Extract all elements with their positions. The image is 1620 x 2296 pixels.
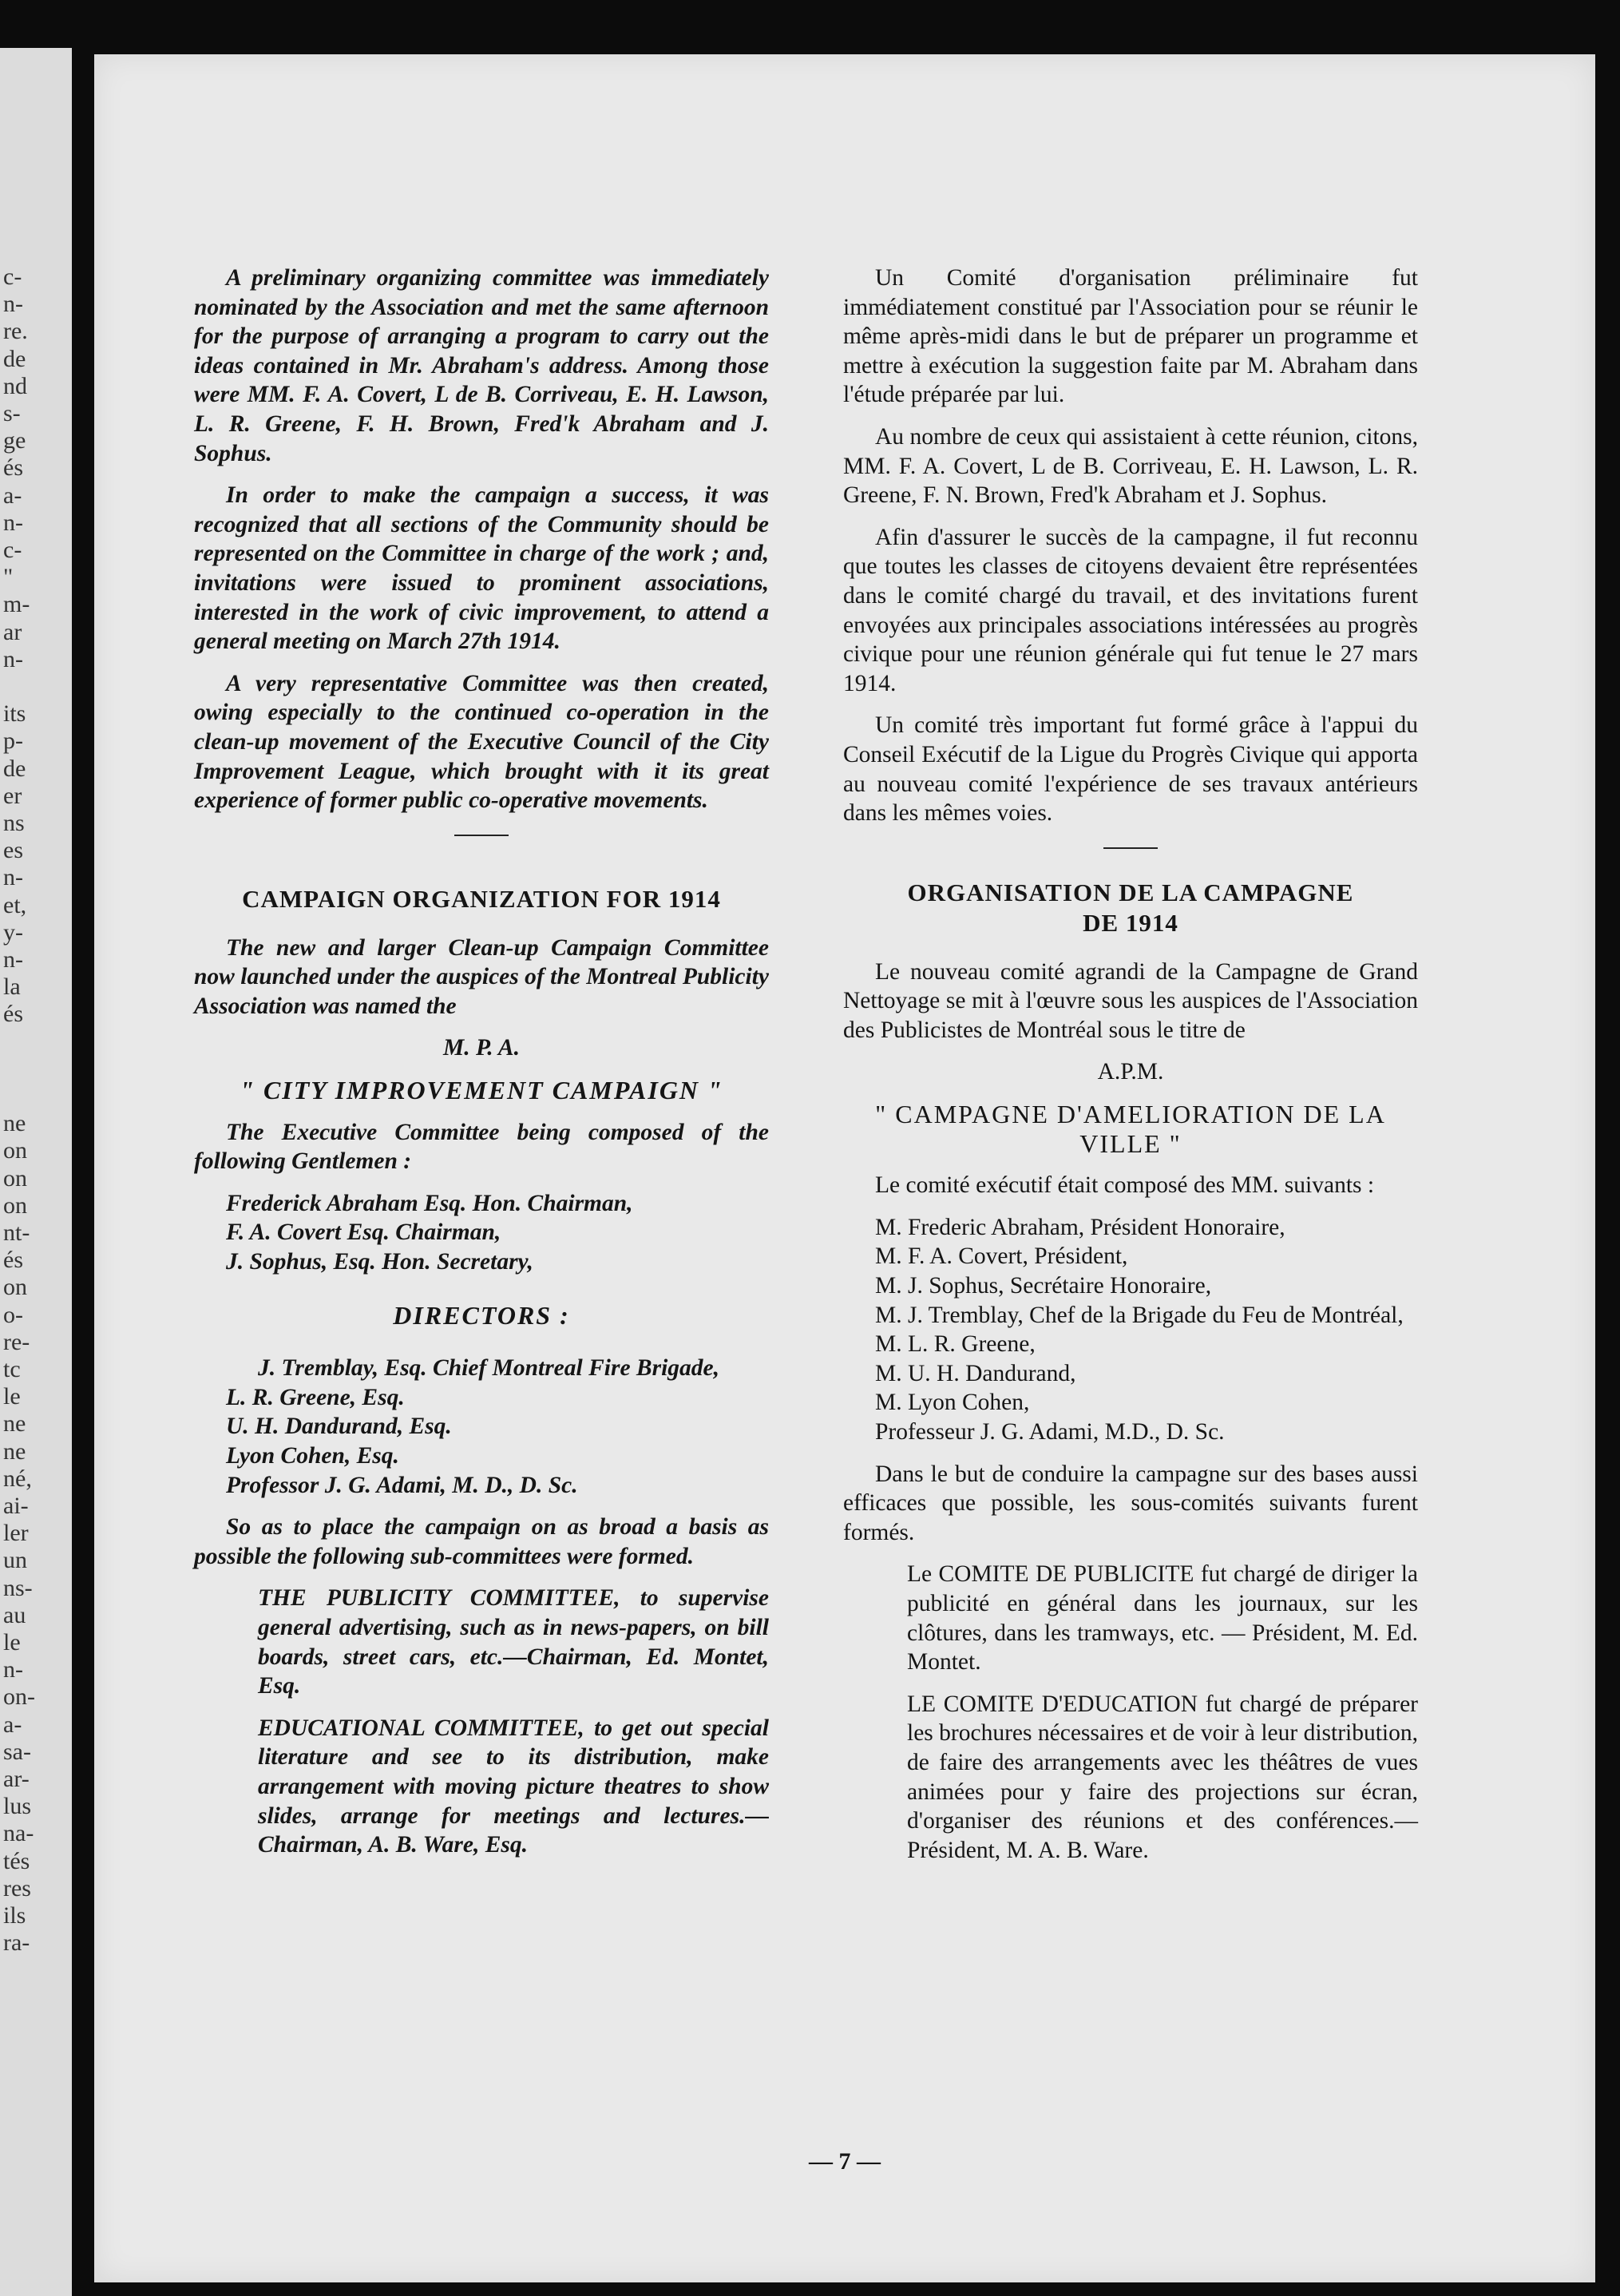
previous-page-edge bbox=[0, 48, 72, 2296]
previous-page-fragment: sa- bbox=[3, 1738, 31, 1765]
english-column bbox=[194, 264, 769, 1873]
previous-page-fragment: n- bbox=[3, 946, 23, 973]
director: U. H. Dandurand, Esq. bbox=[226, 1414, 452, 1440]
previous-page-fragment: n- bbox=[3, 1656, 23, 1683]
french-member: M. J. Sophus, Secrétaire Honoraire, bbox=[875, 1273, 1212, 1299]
french-heading-line-2: DE 1914 bbox=[1083, 908, 1178, 937]
previous-page-fragment: la bbox=[3, 974, 21, 1001]
english-paragraph-3: A very representative Committee was then created, owing especially to the continued co-operation in the clean-up movement of the Executive Council of the City Improvement League, which brought with it its great experience of former public co-operative movements. bbox=[194, 670, 769, 814]
previous-page-fragment: on bbox=[3, 1137, 27, 1164]
english-paragraph-5: The Executive Committee being composed of the following Gentlemen : bbox=[194, 1119, 769, 1175]
french-paragraph-5: Le nouveau comité agrandi de la Campagne de Grand Nettoyage se mit à l'œuvre sous les auspices de l'Association des Publicistes de Montréal sous le titre de bbox=[843, 958, 1418, 1043]
french-paragraph-6: Le comité exécutif était composé des MM. suivants : bbox=[875, 1172, 1375, 1199]
previous-page-fragment: na- bbox=[3, 1820, 34, 1847]
previous-page-fragment: ils bbox=[3, 1902, 26, 1929]
section-divider bbox=[454, 835, 509, 836]
previous-page-fragment: ns bbox=[3, 810, 25, 836]
french-member: M. L. R. Greene, bbox=[875, 1331, 1036, 1358]
previous-page-fragment: tc bbox=[3, 1356, 21, 1382]
previous-page-fragment: ar- bbox=[3, 1766, 30, 1792]
french-section-heading bbox=[843, 878, 1418, 938]
executive-committee-list bbox=[194, 1189, 769, 1277]
previous-page-fragment: le bbox=[3, 1383, 21, 1410]
previous-page-fragment: on bbox=[3, 1164, 27, 1192]
french-member: M. F. A. Covert, Président, bbox=[875, 1243, 1128, 1270]
french-publicity-committee: Le COMITE DE PUBLICITE fut chargé de diriger la publicité en général dans les journaux, sur les clôtures, dans les tramways, etc. — Président, M. Ed. Montet. bbox=[907, 1561, 1418, 1675]
previous-page-fragment: ra- bbox=[3, 1929, 30, 1957]
english-campaign-name: " CITY IMPROVEMENT CAMPAIGN " bbox=[240, 1076, 723, 1105]
french-campaign-name: " CAMPAGNE D'AMELIORATION DE LA VILLE " bbox=[875, 1100, 1386, 1158]
previous-page-fragment: er bbox=[3, 782, 22, 809]
previous-page-fragment: n- bbox=[3, 291, 23, 318]
previous-page-fragment: n- bbox=[3, 509, 23, 536]
french-heading-line-1: ORGANISATION DE LA CAMPAGNE bbox=[907, 878, 1354, 906]
previous-page-fragment: de bbox=[3, 345, 26, 372]
previous-page-fragment: ai- bbox=[3, 1493, 29, 1519]
previous-page-fragment: nd bbox=[3, 372, 27, 399]
previous-page-fragment: ne bbox=[3, 1110, 26, 1137]
english-educational-committee: EDUCATIONAL COMMITTEE, to get out special literature and see to its distribution, make arrangement with moving picture theatres to show slides, arrange for meetings and lectures.—Chairman, A. B. Ware, Esq. bbox=[258, 1715, 769, 1858]
previous-page-fragment: es bbox=[3, 837, 23, 864]
executive-member: F. A. Covert Esq. Chairman, bbox=[226, 1219, 501, 1246]
previous-page-fragment: és bbox=[3, 1001, 23, 1028]
previous-page-fragment: y- bbox=[3, 918, 23, 946]
previous-page-fragment: ns- bbox=[3, 1574, 33, 1601]
directors-title: DIRECTORS : bbox=[393, 1300, 570, 1330]
director: Professor J. G. Adami, M. D., D. Sc. bbox=[226, 1472, 578, 1498]
directors-list bbox=[194, 1354, 769, 1500]
previous-page-fragment: de bbox=[3, 755, 26, 782]
previous-page-fragment: au bbox=[3, 1601, 26, 1628]
english-paragraph-2: In order to make the campaign a success, it was recognized that all sections of the Community should be represented on the Committee in charge of the work ; and, invitations were issued to prominent associations, interested in the work of civic improvement, to attend a general meeting on March 27th 1914. bbox=[194, 482, 769, 655]
english-paragraph-6: So as to place the campaign on as broad a basis as possible the following sub-committees were formed. bbox=[194, 1514, 769, 1569]
french-member: Professeur J. G. Adami, M.D., D. Sc. bbox=[875, 1419, 1225, 1445]
previous-page-fragment: re. bbox=[3, 318, 28, 345]
previous-page-fragment: un bbox=[3, 1547, 27, 1574]
director: Lyon Cohen, Esq. bbox=[226, 1443, 399, 1469]
previous-page-fragment: re- bbox=[3, 1328, 30, 1355]
french-column bbox=[843, 264, 1418, 1878]
previous-page-fragment: p- bbox=[3, 728, 23, 755]
previous-page-fragment: n- bbox=[3, 864, 23, 891]
previous-page-fragment: ne bbox=[3, 1437, 26, 1465]
page-number: — 7 — bbox=[809, 2148, 881, 2175]
english-mpa: M. P. A. bbox=[443, 1035, 520, 1061]
previous-page-fragment: ge bbox=[3, 427, 26, 454]
previous-page-fragment: on- bbox=[3, 1683, 35, 1711]
previous-page-fragment: nt- bbox=[3, 1219, 30, 1246]
previous-page-fragment: its bbox=[3, 700, 26, 728]
french-paragraph-4: Un comité très important fut formé grâce à l'appui du Conseil Exécutif de la Ligue du Progrès Civique qui apporta au nouveau comité l'expérience de ses travaux antérieurs dans les mêmes voies. bbox=[843, 712, 1418, 827]
english-publicity-committee: THE PUBLICITY COMMITTEE, to supervise general advertising, such as in news-papers, on bill boards, street cars, etc.—Chairman, Ed. Montet, Esq. bbox=[258, 1585, 769, 1699]
previous-page-fragment: ne bbox=[3, 1410, 26, 1437]
french-paragraph-2: Au nombre de ceux qui assistaient à cette réunion, citons, MM. F. A. Covert, L de B. Corriveau, E. H. Lawson, L. R. Greene, F. N. Brown, Fred'k Abraham et J. Sophus. bbox=[843, 423, 1418, 509]
previous-page-fragment: s- bbox=[3, 400, 21, 426]
french-member: M. J. Tremblay, Chef de la Brigade du Feu de Montréal, bbox=[875, 1302, 1404, 1328]
previous-page-fragment: res bbox=[3, 1874, 31, 1901]
french-paragraph-7: Dans le but de conduire la campagne sur des bases aussi efficaces que possible, les sous-comités suivants furent formés. bbox=[843, 1461, 1418, 1545]
english-section-heading: CAMPAIGN ORGANIZATION FOR 1914 bbox=[242, 884, 721, 913]
french-member: M. Frederic Abraham, Président Honoraire, bbox=[875, 1214, 1285, 1240]
french-paragraph-3: Afin d'assurer le succès de la campagne, il fut reconnu que toutes les classes de citoyens devaient être représentées dans le comité chargé du travail, et des invitations furent envoyées aux principales associations intéressées au progrès civique pour une réunion générale qui fut tenue le 27 mars 1914. bbox=[843, 524, 1418, 696]
director: L. R. Greene, Esq. bbox=[226, 1384, 405, 1410]
previous-page-fragment: o- bbox=[3, 1301, 23, 1328]
previous-page-fragment: " bbox=[3, 564, 14, 591]
french-education-committee: LE COMITE D'EDUCATION fut chargé de préparer les brochures nécessaires et de voir à leur distribution, de faire des arrangements avec les théâtres de vues animées pour y faire des projections sur écran, d'organiser des réunions et des conférences.—Président, M. A. B. Ware. bbox=[907, 1691, 1418, 1863]
previous-page-fragment: et, bbox=[3, 891, 27, 918]
french-member: M. U. H. Dandurand, bbox=[875, 1360, 1076, 1386]
french-member: M. Lyon Cohen, bbox=[875, 1390, 1030, 1416]
director: J. Tremblay, Esq. Chief Montreal Fire Brigade, bbox=[258, 1355, 719, 1382]
previous-page-fragment: ler bbox=[3, 1520, 29, 1547]
previous-page-fragment: a- bbox=[3, 482, 22, 509]
executive-member: Frederick Abraham Esq. Hon. Chairman, bbox=[226, 1190, 633, 1216]
previous-page-fragment: tés bbox=[3, 1847, 30, 1874]
french-paragraph-1: Un Comité d'organisation préliminaire fut immédiatement constitué par l'Association pour se réunir le même après-midi dans le but de préparer un programme et mettre à exécution la suggestion faite par M. Abraham dans l'étude préparée par lui. bbox=[843, 265, 1418, 408]
previous-page-fragment: n- bbox=[3, 645, 23, 672]
previous-page-fragment: c- bbox=[3, 264, 22, 290]
english-paragraph-1: A preliminary organizing committee was immediately nominated by the Association and met the same afternoon for the purpose of arranging a program to carry out the ideas contained in Mr. Abraham's address. Among those were MM. F. A. Covert, L de B. Corriveau, E. H. Lawson, L. R. Greene, F. H. Brown, Fred'k Abraham and J. Sophus. bbox=[194, 265, 769, 466]
document-page bbox=[94, 54, 1595, 2282]
french-members-list bbox=[843, 1213, 1418, 1447]
previous-page-fragment: le bbox=[3, 1629, 21, 1656]
previous-page-fragment: a- bbox=[3, 1711, 22, 1738]
previous-page-fragment: m- bbox=[3, 591, 30, 618]
previous-page-fragment: on bbox=[3, 1274, 27, 1301]
section-divider bbox=[1103, 847, 1158, 849]
previous-page-fragment: né, bbox=[3, 1465, 32, 1492]
previous-page-fragment: lus bbox=[3, 1793, 32, 1820]
french-apm: A.P.M. bbox=[1097, 1059, 1164, 1085]
english-paragraph-4: The new and larger Clean-up Campaign Committee now launched under the auspices of the Montreal Publicity Association was named the bbox=[194, 934, 769, 1019]
previous-page-fragment: és bbox=[3, 454, 23, 482]
previous-page-fragment: ar bbox=[3, 618, 22, 645]
previous-page-fragment: c- bbox=[3, 537, 22, 563]
executive-member: J. Sophus, Esq. Hon. Secretary, bbox=[226, 1249, 533, 1275]
previous-page-fragment: és bbox=[3, 1247, 23, 1274]
previous-page-fragment: on bbox=[3, 1192, 27, 1219]
